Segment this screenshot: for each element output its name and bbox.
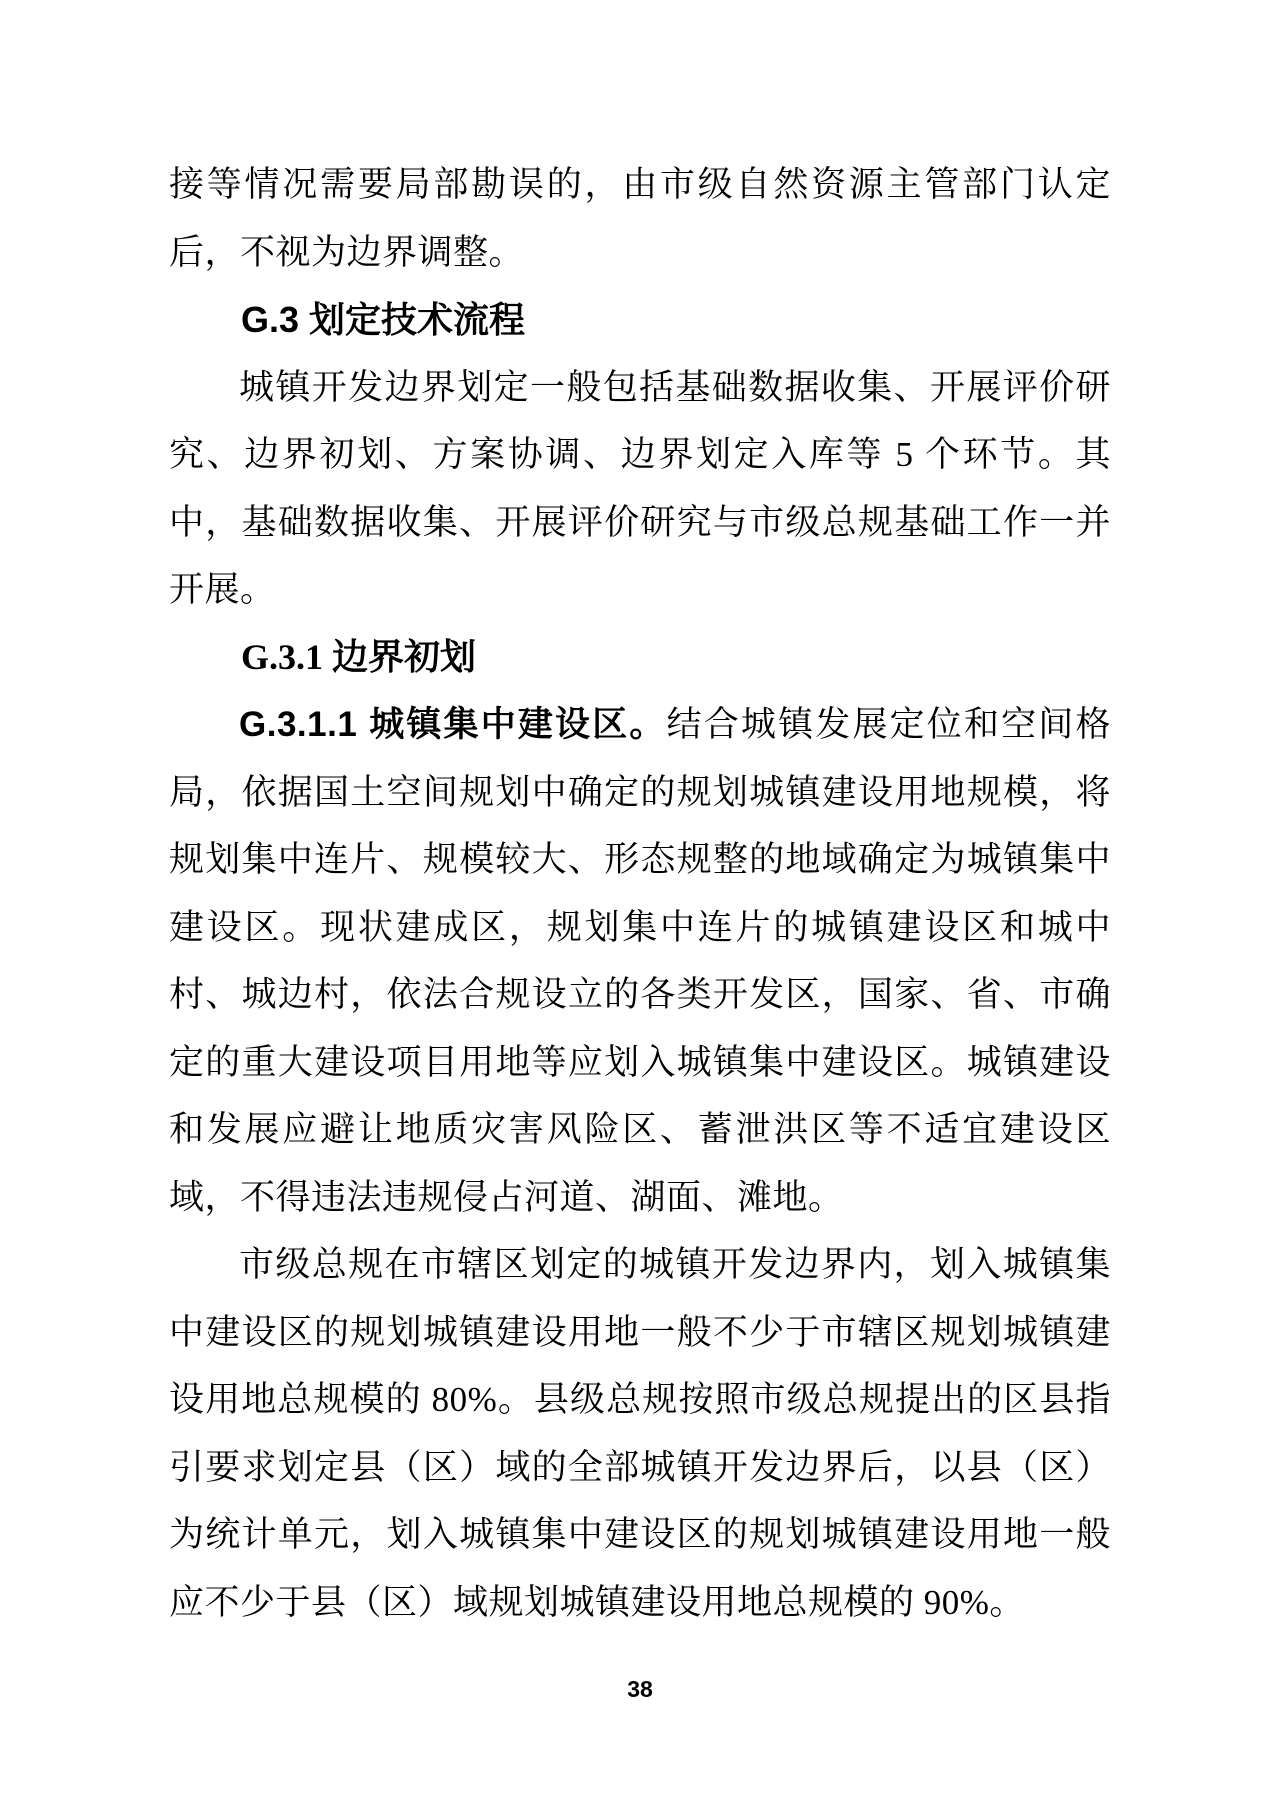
page-footer	[0, 1676, 1280, 1703]
document-body	[169, 151, 1111, 1636]
paragraph-g3-overview: 城镇开发边界划定一般包括基础数据收集、开展评价研究、边界初划、方案协调、边界划定入库等 5 个环节。其中，基础数据收集、开展评价研究与市级总规基础工作一并开展。	[169, 367, 1111, 609]
paragraph-g311-body: 结合城镇发展定位和空间格局，依据国土空间规划中确定的规划城镇建设用地规模，将规划集中连片、规模较大、形态规整的地域确定为城镇集中建设区。现状建成区，规划集中连片的城镇建设区和城中村、城边村，依法合规设立的各类开发区，国家、省、市确定的重大建设项目用地等应划入城镇集中建设区。城镇建设和发展应避让地质灾害风险区、蓄泄洪区等不适宜建设区域，不得违法违规侵占河道、湖面、滩地。	[169, 705, 1111, 1217]
paragraph-intro-continuation: 接等情况需要局部勘误的，由市级自然资源主管部门认定后，不视为边界调整。	[169, 165, 1111, 272]
page-number: 38	[627, 1676, 653, 1702]
heading-g31-initial-boundary: G.3.1 边界初划	[241, 636, 477, 677]
paragraph-scale-requirements: 市级总规在市辖区划定的城镇开发边界内，划入城镇集中建设区的规划城镇建设用地一般不少于市辖区规划城镇建设用地总规模的 80%。县级总规按照市级总规提出的区县指引要求划定县（区）域的全部城镇开发边界后，以县（区）为统计单元，划入城镇集中建设区的规划城镇建设用地一般应不少于县（区）域规划城镇建设用地总规模的 90%。	[169, 1245, 1111, 1622]
paragraph-g311-lead: G.3.1.1 城镇集中建设区。	[239, 705, 667, 744]
paragraph-g311-concentrated-construction-area	[169, 691, 1111, 1231]
heading-g3-technical-process: G.3 划定技术流程	[241, 299, 526, 340]
